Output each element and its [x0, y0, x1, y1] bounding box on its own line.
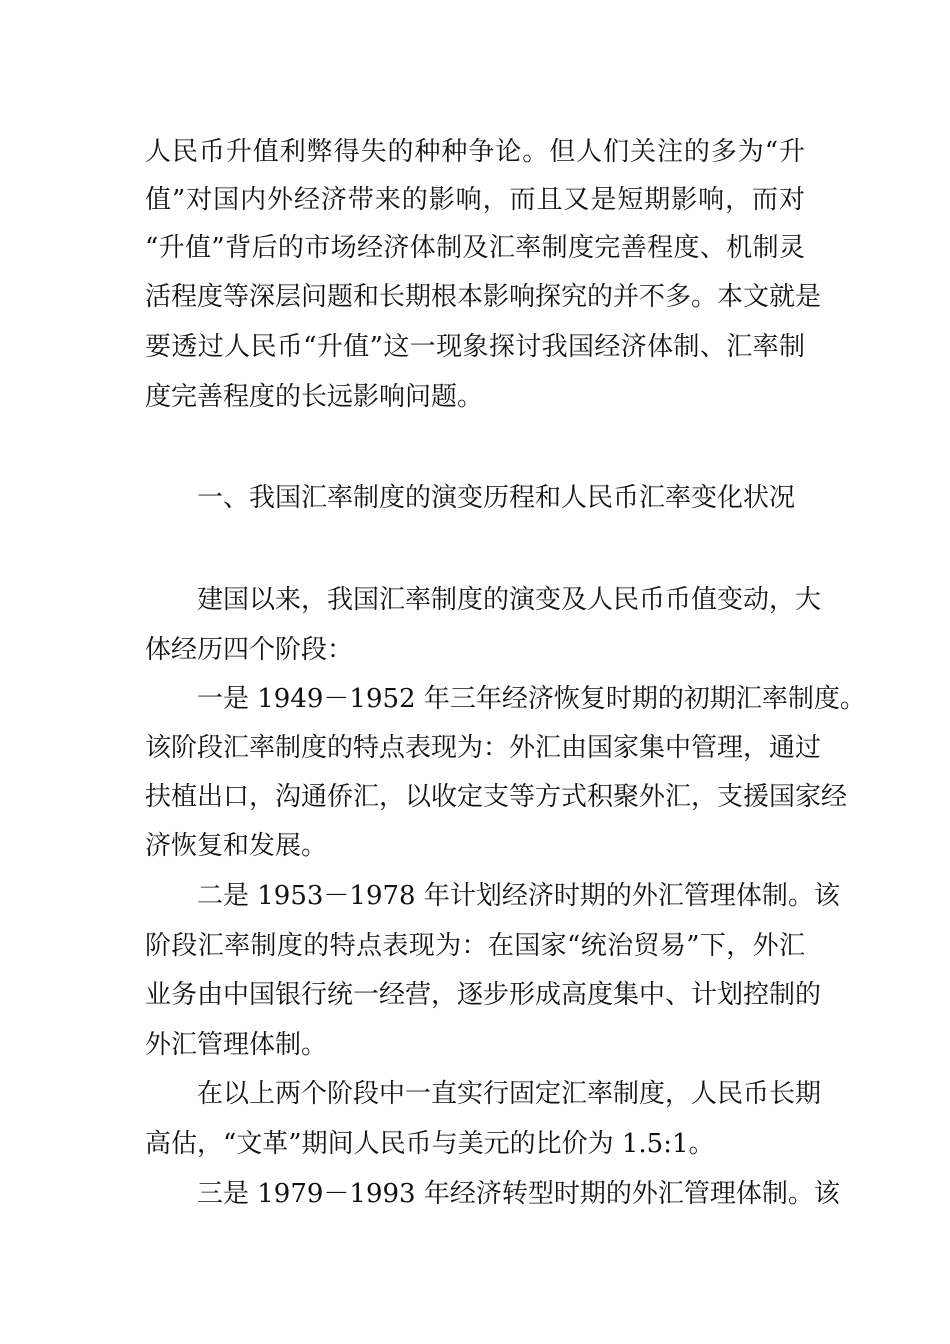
stage2-line-2: 阶段汇率制度的特点表现为：在国家“统治贸易”下，外汇 — [145, 931, 805, 961]
stages-line-2: 体经历四个阶段： — [145, 635, 354, 665]
intro-line-5: 要透过人民币“升值”这一现象探讨我国经济体制、汇率制 — [145, 332, 805, 362]
stage3-line-1: 三是 1979－1993 年经济转型时期的外汇管理体制。该 — [197, 1179, 840, 1209]
intro-line-4: 活程度等深层问题和长期根本影响探究的并不多。本文就是 — [145, 282, 822, 312]
intro-line-1: 人民币升值利弊得失的种种争论。但人们关注的多为“升 — [145, 137, 805, 167]
stage2-line-3: 业务由中国银行统一经营，逐步形成高度集中、计划控制的 — [145, 980, 822, 1010]
stage1-line-1: 一是 1949－1952 年三年经济恢复时期的初期汇率制度。 — [197, 684, 866, 714]
stage1-line-2: 该阶段汇率制度的特点表现为：外汇由国家集中管理，通过 — [145, 733, 822, 763]
fixed-rate-line-2: 高估，“文革”期间人民币与美元的比价为 1.5:1。 — [145, 1129, 715, 1159]
stage1-line-3: 扶植出口，沟通侨汇，以收定支等方式积聚外汇，支援国家经 — [145, 782, 848, 812]
stages-line-1: 建国以来，我国汇率制度的演变及人民币币值变动，大 — [197, 585, 822, 615]
intro-line-3: “升值”背后的市场经济体制及汇率制度完善程度、机制灵 — [145, 233, 805, 263]
fixed-rate-line-1: 在以上两个阶段中一直实行固定汇率制度，人民币长期 — [197, 1079, 822, 1109]
intro-line-6: 度完善程度的长远影响问题。 — [145, 382, 484, 412]
stage2-line-1: 二是 1953－1978 年计划经济时期的外汇管理体制。该 — [197, 881, 840, 911]
stage1-line-4: 济恢复和发展。 — [145, 831, 328, 861]
stage2-line-4: 外汇管理体制。 — [145, 1030, 328, 1060]
section-heading: 一、我国汇率制度的演变历程和人民币汇率变化状况 — [197, 483, 796, 513]
intro-line-2: 值”对国内外经济带来的影响，而且又是短期影响，而对 — [145, 185, 805, 215]
